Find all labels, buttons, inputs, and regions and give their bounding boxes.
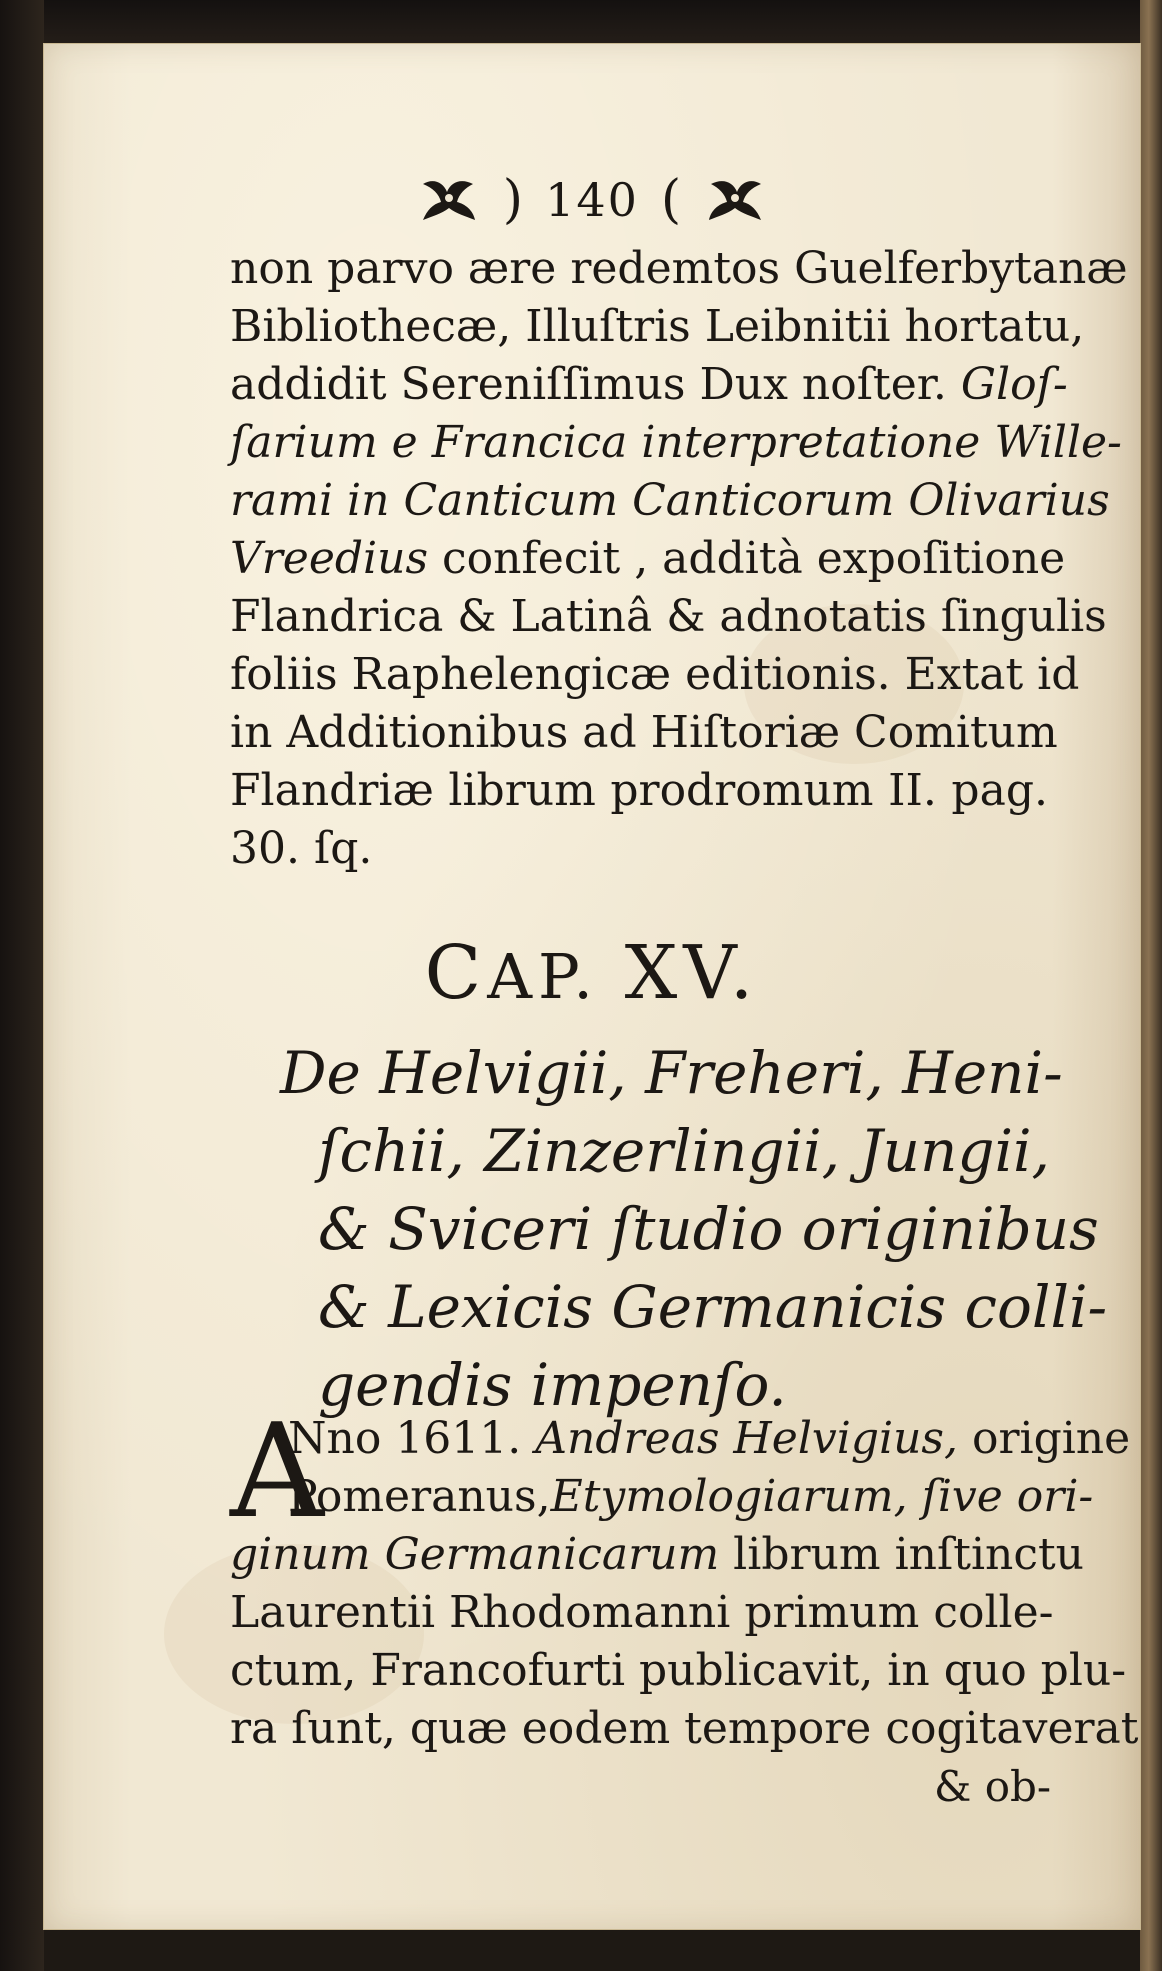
line-text: Nno 1611.: [288, 1413, 536, 1464]
text-line: [230, 1642, 1127, 1700]
line-text: Pomeranus,: [288, 1471, 551, 1522]
fleuron-right-icon: [703, 174, 767, 226]
line-text: addidit Sereniſſimus Dux noſter.: [230, 359, 961, 410]
book-page: [44, 44, 1140, 1929]
line-text-italic: ginum Germanicarum: [230, 1529, 720, 1580]
paragraph-body: [230, 1410, 1139, 1758]
line-text: Laurentii Rhodomanni primum colle-: [230, 1587, 1054, 1638]
chapter-initial: C: [424, 930, 488, 1016]
fleuron-left-icon: [417, 174, 481, 226]
line-text-italic: Gloſ-: [960, 359, 1068, 410]
chapter-number: XV.: [624, 930, 760, 1016]
line-text: Flandriæ librum prodromum II. pag.: [230, 765, 1048, 816]
line-text-italic: Etymologiarum, ſive ori-: [550, 1471, 1094, 1522]
text-line: [230, 356, 1068, 414]
paragraph-top: [230, 240, 1128, 878]
text-line: [230, 298, 1085, 356]
line-text-italic: Andreas Helvigius,: [535, 1413, 958, 1464]
drop-cap: A: [230, 1395, 324, 1547]
chapter-title-line: De Helvigii, Freheri, Heni-: [280, 1039, 1063, 1107]
line-text: ctum, Francofurti publicavit, in quo plu-: [230, 1645, 1127, 1696]
header-paren-close: (: [660, 170, 682, 230]
text-line: [230, 820, 1048, 878]
chapter-title-line: & Lexicis Germanicis colli-: [318, 1273, 1108, 1341]
scan-background-left: [0, 0, 44, 1971]
chapter-title-line: & Sviceri ſtudio originibus: [318, 1195, 1099, 1263]
line-text: ra ſunt, quæ eodem tempore cogitaverat: [230, 1703, 1139, 1754]
chapter-title-line: gendis impenſo.: [318, 1351, 787, 1419]
text-line: [230, 1700, 1139, 1758]
book-edge-right: [1140, 0, 1162, 1971]
line-text: librum inſtinctu: [719, 1529, 1085, 1580]
text-line: [230, 646, 1080, 704]
page-number: 140: [545, 173, 639, 227]
line-text: origine: [957, 1413, 1131, 1464]
text-line: [230, 472, 1110, 530]
text-line: [230, 588, 1107, 646]
page-header: [44, 160, 1140, 240]
line-text: Bibliothecæ, Illuſtris Leibnitii hortatu,: [230, 301, 1085, 352]
line-text: Flandrica & Latinâ & adnotatis ſingulis: [230, 591, 1107, 642]
line-text: 30. ſq.: [230, 823, 373, 874]
catchword: & ob-: [934, 1762, 1052, 1811]
chapter-heading: [44, 930, 1140, 1016]
text-line: [230, 530, 1066, 588]
chapter-label: AP.: [487, 940, 599, 1013]
line-text-italic: Vreedius: [230, 533, 429, 584]
chapter-title: [280, 1034, 1108, 1424]
text-line: [230, 762, 1048, 820]
text-line: [230, 1410, 1131, 1468]
text-line: [230, 414, 1122, 472]
text-line: [230, 1468, 1094, 1526]
text-line: [230, 240, 1128, 298]
line-text: non parvo ære redemtos Guelferbytanæ: [230, 243, 1128, 294]
chapter-title-line: ſchii, Zinzerlingii, Jungii,: [318, 1117, 1050, 1185]
text-line: [230, 1526, 1085, 1584]
line-text-italic: ſarium e Francica interpretatione Wille-: [230, 417, 1122, 468]
line-text: confecit , addità expoſitione: [428, 533, 1066, 584]
text-line: [230, 704, 1058, 762]
line-text: foliis Raphelengicæ editionis. Extat id: [230, 649, 1080, 700]
header-paren-open: ): [502, 170, 524, 230]
line-text: in Additionibus ad Hiſtoriæ Comitum: [230, 707, 1058, 758]
text-line: [230, 1584, 1054, 1642]
line-text-italic: rami in Canticum Canticorum Olivarius: [230, 475, 1110, 526]
